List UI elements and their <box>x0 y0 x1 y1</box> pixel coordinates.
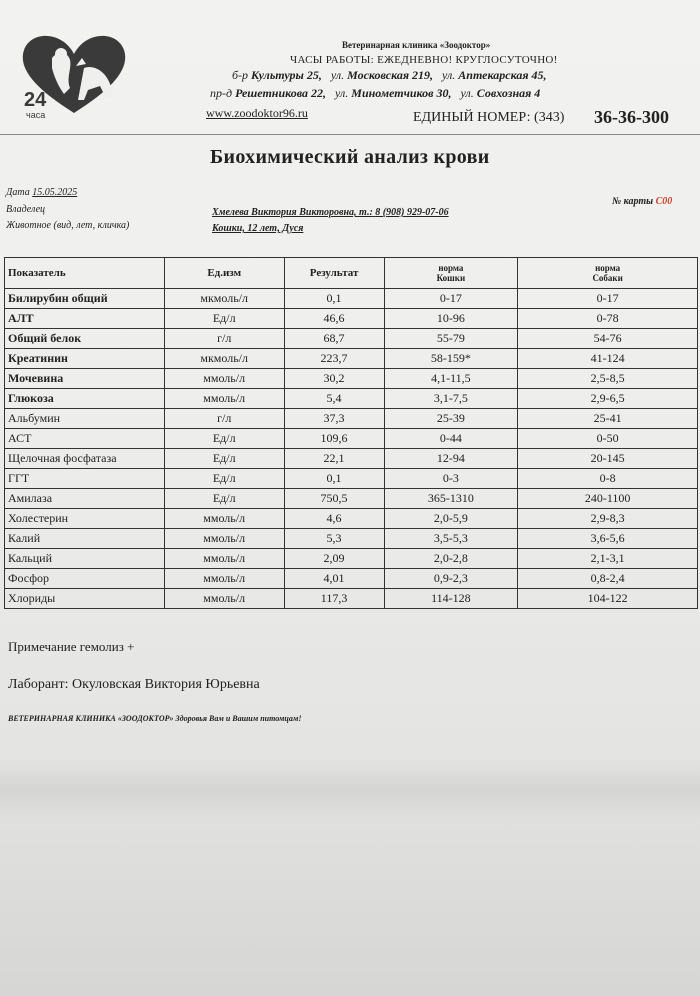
norm-cats-cell: 55-79 <box>384 329 518 349</box>
norm-dogs-cell: 0-50 <box>518 429 698 449</box>
norm-dogs-cell: 2,9-8,3 <box>518 509 698 529</box>
unit-cell: мкмоль/л <box>164 289 284 309</box>
unit-cell: ммоль/л <box>164 569 284 589</box>
addr-prefix: ул. <box>460 86 477 100</box>
indicator-name: Креатинин <box>5 349 165 369</box>
result-cell: 22,1 <box>284 449 384 469</box>
norm-cats-cell: 365-1310 <box>384 489 518 509</box>
unit-cell: Ед/л <box>164 489 284 509</box>
indicator-name: Альбумин <box>5 409 165 429</box>
addr-prefix: ул. <box>330 68 348 82</box>
address-sovkhoznaya: Совхозная 4 <box>476 86 541 100</box>
result-cell: 5,4 <box>284 389 384 409</box>
animal-label: Животное (вид, лет, кличка) <box>6 220 130 231</box>
owner-name: Хмелева Виктория Викторовна, <box>212 207 357 218</box>
owner-phone-prefix: т.: <box>359 207 373 218</box>
norm-dogs-cell: 0-8 <box>518 469 698 489</box>
norm-label: норма <box>438 263 464 273</box>
clinic-logo <box>14 28 134 123</box>
col-header-unit: Ед.изм <box>164 258 284 289</box>
unit-cell: Ед/л <box>164 429 284 449</box>
table-row <box>5 429 698 449</box>
norm-dogs-cell: 20-145 <box>518 449 698 469</box>
paper-fold-shadow <box>0 760 700 820</box>
unit-cell: г/л <box>164 409 284 429</box>
table-row <box>5 549 698 569</box>
footer-slogan: ВЕТЕРИНАРНАЯ КЛИНИКА «ЗООДОКТОР» Здоровья Вам и Вашим питомцам! <box>8 714 302 723</box>
table-row <box>5 329 698 349</box>
indicator-name: Калий <box>5 529 165 549</box>
norm-cats-cell: 2,0-2,8 <box>384 549 518 569</box>
norm-cats-cell: 25-39 <box>384 409 518 429</box>
lab-technician: Лаборант: Окуловская Виктория Юрьевна <box>8 677 260 692</box>
indicator-name: Кальций <box>5 549 165 569</box>
norm-cats-cell: 4,1-11,5 <box>384 369 518 389</box>
table-row <box>5 589 698 609</box>
working-hours: ЧАСЫ РАБОТЫ: ЕЖЕДНЕВНО! КРУГЛОСУТОЧНО! <box>290 54 558 66</box>
result-cell: 2,09 <box>284 549 384 569</box>
unit-cell: ммоль/л <box>164 529 284 549</box>
norm-cats-cell: 58-159* <box>384 349 518 369</box>
indicator-name: Щелочная фосфатаза <box>5 449 165 469</box>
species-label: Кошки <box>436 273 466 283</box>
addr-prefix: ул. <box>442 68 459 82</box>
norm-cats-cell: 0,9-2,3 <box>384 569 518 589</box>
table-row <box>5 289 698 309</box>
unit-cell: г/л <box>164 329 284 349</box>
unit-cell: ммоль/л <box>164 549 284 569</box>
col-header-norm-dogs <box>518 258 698 289</box>
clinic-name: Ветеринарная клиника «Зоодоктор» <box>342 40 491 50</box>
norm-dogs-cell: 2,1-3,1 <box>518 549 698 569</box>
address-reshetnikova: Решетникова 22, <box>235 86 327 100</box>
date-label: Дата <box>6 187 30 198</box>
table-row <box>5 529 698 549</box>
result-cell: 37,3 <box>284 409 384 429</box>
table-row <box>5 449 698 469</box>
owner-label: Владелец <box>6 204 46 215</box>
address-aptekarskaya: Аптекарская 45, <box>458 68 547 82</box>
unit-cell: ммоль/л <box>164 509 284 529</box>
result-cell: 223,7 <box>284 349 384 369</box>
card-value: С00 <box>655 196 673 207</box>
result-cell: 46,6 <box>284 309 384 329</box>
norm-cats-cell: 0-17 <box>384 289 518 309</box>
table-row <box>5 569 698 589</box>
indicator-name: Мочевина <box>5 369 165 389</box>
address-moskovskaya: Московская 219, <box>347 68 434 82</box>
table-row <box>5 469 698 489</box>
address-minometchikov: Минометчиков 30, <box>351 86 452 100</box>
table-row <box>5 489 698 509</box>
table-row <box>5 349 698 369</box>
address-kultury: Культуры 25, <box>251 68 322 82</box>
table-row <box>5 369 698 389</box>
result-cell: 4,01 <box>284 569 384 589</box>
logo-hours: 24 <box>24 89 47 111</box>
norm-dogs-cell: 3,6-5,6 <box>518 529 698 549</box>
indicator-name: АЛТ <box>5 309 165 329</box>
owner-value-line <box>212 207 449 218</box>
norm-cats-cell: 0-44 <box>384 429 518 449</box>
norm-cats-cell: 2,0-5,9 <box>384 509 518 529</box>
addresses-line-1 <box>232 68 547 83</box>
result-cell: 30,2 <box>284 369 384 389</box>
species-label: Собаки <box>592 273 623 283</box>
clinic-website: www.zoodoktor96.ru <box>206 106 308 120</box>
unit-cell: ммоль/л <box>164 389 284 409</box>
result-cell: 117,3 <box>284 589 384 609</box>
report-title: Биохимический анализ крови <box>210 146 490 168</box>
norm-dogs-cell: 2,9-6,5 <box>518 389 698 409</box>
report-header <box>0 0 700 140</box>
norm-cats-cell: 3,5-5,3 <box>384 529 518 549</box>
norm-dogs-cell: 0,8-2,4 <box>518 569 698 589</box>
result-cell: 0,1 <box>284 469 384 489</box>
date-line <box>6 187 77 198</box>
indicator-name: Амилаза <box>5 489 165 509</box>
table-row <box>5 309 698 329</box>
col-header-indicator: Показатель <box>5 258 165 289</box>
result-cell: 750,5 <box>284 489 384 509</box>
indicator-name: Холестерин <box>5 509 165 529</box>
indicator-name: ГГТ <box>5 469 165 489</box>
result-cell: 109,6 <box>284 429 384 449</box>
phone-label: ЕДИНЫЙ НОМЕР: (343) <box>413 110 565 125</box>
addresses-line-2 <box>210 86 540 101</box>
unit-cell: Ед/л <box>164 469 284 489</box>
table-row <box>5 409 698 429</box>
date-value: 15.05.2025 <box>32 187 78 198</box>
norm-cats-cell: 12-94 <box>384 449 518 469</box>
result-cell: 4,6 <box>284 509 384 529</box>
addr-prefix: ул. <box>335 86 352 100</box>
unit-cell: мкмоль/л <box>164 349 284 369</box>
addr-prefix: пр-д <box>210 86 236 100</box>
animal-value: Кошки, 12 лет, Дуся <box>212 223 304 234</box>
table-header-row <box>5 258 698 289</box>
indicator-name: Общий белок <box>5 329 165 349</box>
col-header-result: Результат <box>284 258 384 289</box>
indicator-name: Глюкоза <box>5 389 165 409</box>
logo-hours-sub: часа <box>26 110 46 120</box>
result-cell: 68,7 <box>284 329 384 349</box>
norm-dogs-cell: 0-17 <box>518 289 698 309</box>
table-row <box>5 509 698 529</box>
norm-cats-cell: 0-3 <box>384 469 518 489</box>
indicator-name: Билирубин общий <box>5 289 165 309</box>
result-cell: 5,3 <box>284 529 384 549</box>
note-text: Примечание гемолиз + <box>8 639 135 654</box>
table-row <box>5 389 698 409</box>
card-number <box>612 196 672 207</box>
unit-cell: Ед/л <box>164 309 284 329</box>
norm-dogs-cell: 104-122 <box>518 589 698 609</box>
norm-dogs-cell: 25-41 <box>518 409 698 429</box>
phone-number: 36-36-300 <box>594 107 669 127</box>
owner-phone: 8 (908) 929-07-06 <box>375 207 449 218</box>
norm-cats-cell: 3,1-7,5 <box>384 389 518 409</box>
col-header-norm-cats <box>384 258 518 289</box>
result-cell: 0,1 <box>284 289 384 309</box>
norm-cats-cell: 114-128 <box>384 589 518 609</box>
header-divider <box>0 134 700 135</box>
unit-cell: ммоль/л <box>164 589 284 609</box>
norm-dogs-cell: 54-76 <box>518 329 698 349</box>
norm-dogs-cell: 41-124 <box>518 349 698 369</box>
norm-dogs-cell: 0-78 <box>518 309 698 329</box>
unit-cell: Ед/л <box>164 449 284 469</box>
indicator-name: Хлориды <box>5 589 165 609</box>
unit-cell: ммоль/л <box>164 369 284 389</box>
norm-dogs-cell: 2,5-8,5 <box>518 369 698 389</box>
norm-cats-cell: 10-96 <box>384 309 518 329</box>
results-table <box>4 257 698 609</box>
addr-prefix: б-р <box>232 68 252 82</box>
indicator-name: Фосфор <box>5 569 165 589</box>
card-label: № карты <box>612 196 654 207</box>
norm-dogs-cell: 240-1100 <box>518 489 698 509</box>
norm-label: норма <box>595 263 621 273</box>
indicator-name: АСТ <box>5 429 165 449</box>
